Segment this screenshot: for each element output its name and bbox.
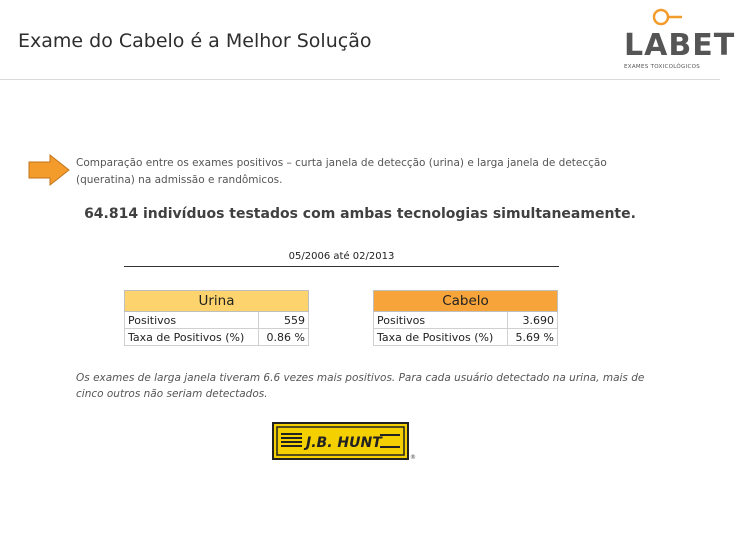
urina-table-header: Urina — [125, 291, 309, 312]
registered-mark: ® — [410, 454, 416, 461]
row-value: 5.69 % — [508, 329, 558, 346]
row-label: Positivos — [125, 312, 259, 329]
conclusion-text: Os exames de larga janela tiveram 6.6 vezes mais positivos. Para cada usuário detectado na urina, mais de cinco outros não seriam detectados. — [76, 372, 645, 400]
title-divider — [0, 79, 720, 80]
table-row — [374, 312, 558, 329]
period-label: 05/2006 até 02/2013 — [288, 251, 395, 262]
arrow-right-icon — [28, 154, 70, 186]
jbhunt-logo — [272, 422, 418, 462]
labet-logo — [620, 6, 735, 72]
row-label: Taxa de Positivos (%) — [125, 329, 259, 346]
page-title: Exame do Cabelo é a Melhor Solução — [18, 30, 372, 52]
period-divider — [124, 266, 559, 267]
row-value: 0.86 % — [259, 329, 309, 346]
table-row — [374, 329, 558, 346]
row-value: 559 — [259, 312, 309, 329]
table-row — [125, 329, 309, 346]
cabelo-table-header: Cabelo — [374, 291, 558, 312]
intro-text: Comparação entre os exames positivos – curta janela de detecção (urina) e larga janela de detecção (queratina) na admissão e randômicos. — [76, 157, 607, 186]
jbhunt-logo-text: J.B. HUNT — [306, 435, 382, 451]
row-label: Positivos — [374, 312, 508, 329]
labet-logo-subtitle: EXAMES TOXICOLÓGICOS — [624, 64, 701, 70]
row-value: 3.690 — [508, 312, 558, 329]
urina-table — [124, 290, 309, 346]
labet-logo-text: LABET — [624, 28, 735, 63]
cabelo-table — [373, 290, 558, 346]
table-row — [125, 312, 309, 329]
row-label: Taxa de Positivos (%) — [374, 329, 508, 346]
headline: 64.814 indivíduos testados com ambas tecnologias simultaneamente. — [84, 206, 636, 222]
